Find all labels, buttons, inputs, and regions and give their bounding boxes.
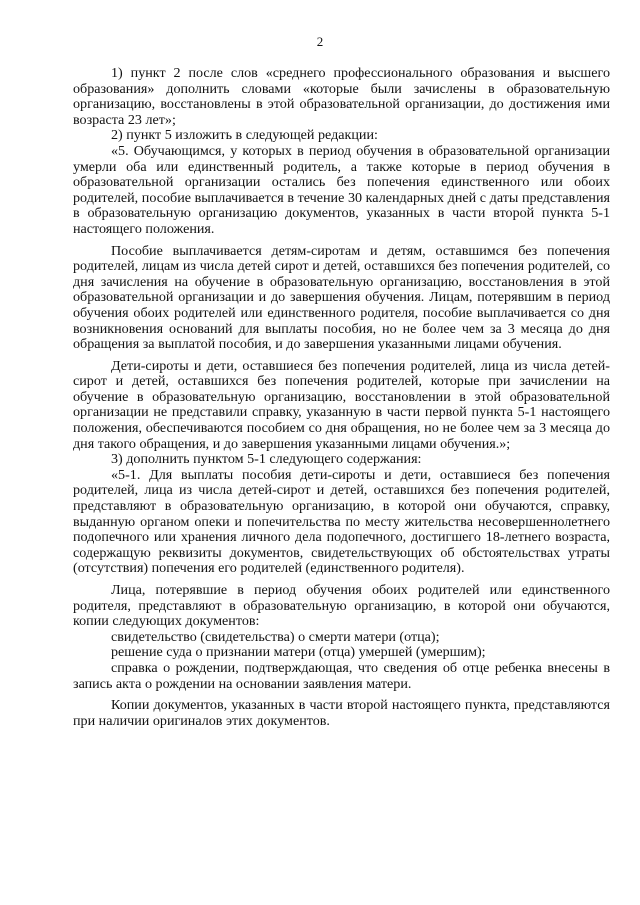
- paragraph-item-1: 1) пункт 2 после слов «среднего профессионального образования и высшего образования» дополнить словами «которые были зачислены в образовательную организацию, восстановлены в этой образовательной организации, до достижения ими возраста 23 лет»;: [73, 65, 610, 128]
- paragraph-point-5-1: «5-1. Для выплаты пособия дети-сироты и дети, оставшиеся без попечения родителей, лица из числа детей-сирот и детей, оставшихся без попечения родителей, представляют в образовательную организацию, в которой они обучаются, справку, выданную органом опеки и попечительства по месту жительства несовершеннолетнего подопечного или хранения личного дела подопечного, достигшего 18-летнего возраста, содержащую реквизиты документов, свидетельствующих об обстоятельствах утраты (отсутствия) попечения его родителей (единственного родителя).: [73, 466, 610, 577]
- paragraph-allowance-payment: Пособие выплачивается детям-сиротам и детям, оставшимся без попечения родителей, лицам из числа детей сирот и детей, оставшихся без попечения родителей, со дня зачисления на обучение в образовательную организацию, восстановления в этой образовательной организации и до завершения обучения. Лицам, потерявшим в период обучения обоих родителей или единственного родителя, пособие выплачивается со дня возникновения оснований для выплаты пособия, но не более чем за 3 месяца до дня обращения за выплатой пособия, и до завершения указанными лицами обучения.: [73, 242, 610, 353]
- page-number: 2: [316, 34, 324, 49]
- list-item-birth-certificate: справка о рождении, подтверждающая, что сведения об отце ребенка внесены в запись акта о рождении на основании заявления матери.: [73, 659, 610, 692]
- list-item-death-certificate: свидетельство (свидетельства) о смерти матери (отца);: [111, 628, 440, 645]
- list-item-court-decision: решение суда о признании матери (отца) умершей (умершим);: [111, 644, 486, 661]
- document-body: [73, 66, 610, 729]
- paragraph-item-3: 3) дополнить пунктом 5-1 следующего содержания:: [111, 451, 422, 468]
- paragraph-orphans-no-certificate: Дети-сироты и дети, оставшиеся без попечения родителей, лица из числа детей-сирот и детей, оставшихся без попечения родителей, которые при зачислении на обучение в образовательную организацию, восстановлении в этой образовательной организации не представили справку, указанную в части первой пункта 5-1 настоящего положения, обеспечиваются пособием со дня обращения, но не более чем за 3 месяца до дня такого обращения, и до завершения указанными лицами обучения.»;: [73, 357, 610, 452]
- paragraph-originals: Копии документов, указанных в части второй настоящего пункта, представляются при наличии оригиналов этих документов.: [73, 697, 610, 729]
- paragraph-item-2: 2) пункт 5 изложить в следующей редакции:: [111, 127, 378, 144]
- paragraph-documents-intro: Лица, потерявшие в период обучения обоих родителей или единственного родителя, представляют в образовательную организацию, в которой они обучаются, копии следующих документов:: [73, 582, 610, 630]
- paragraph-point-5: «5. Обучающимся, у которых в период обучения в образовательной организации умерли оба или единственный родитель, а также которые в период обучения в образовательной организации остались без попечения единственного или обоих родителей, пособие выплачивается в течение 30 календарных дней с даты представления в образовательную организацию документов, указанных в части второй пункта 5-1 настоящего положения.: [73, 142, 610, 237]
